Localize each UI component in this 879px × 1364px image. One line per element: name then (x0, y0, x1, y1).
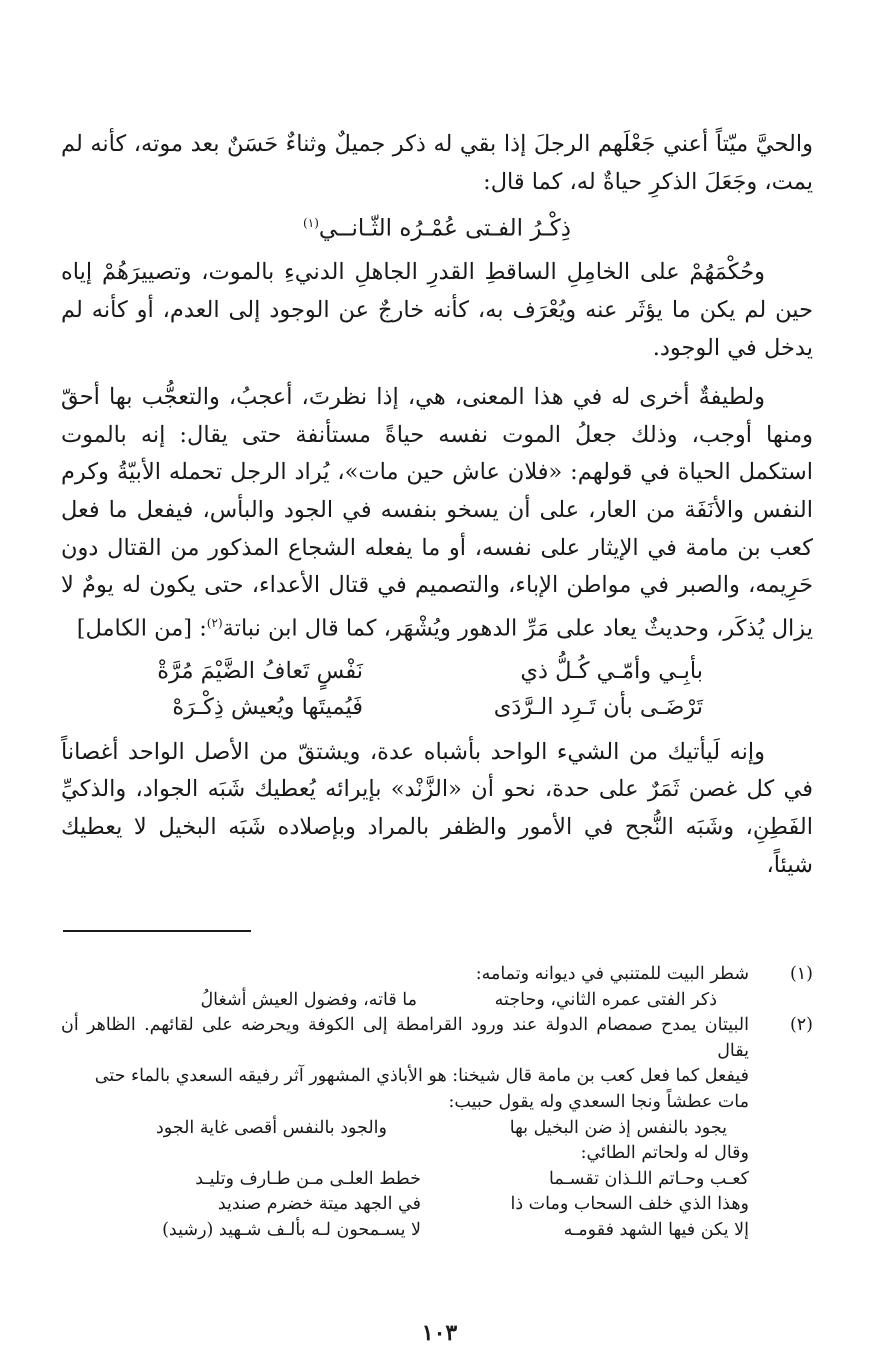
paragraph-3 (61, 379, 813, 648)
centered-verse-text: ذِكْـرُ الفـتى عُمْـرُه الثّـانــي (318, 215, 571, 242)
footnote-text: شطر البيت للمتنبي في ديوانه وتمامه: (475, 964, 749, 984)
verse-second-hemistich: ما قاته، وفضول العيش أشغالُ (200, 989, 417, 1010)
footnote-continuation: فيفعل كما فعل كعب بن مامة قال شيخنا: هو الأباذي المشهور آثر رفيقه السعدي بالماء حتى (94, 1066, 749, 1087)
footnotes (61, 962, 813, 1244)
footnote-marker-1: (١) (303, 216, 319, 231)
footnote-verse (61, 1192, 749, 1218)
footnote-2 (61, 1013, 813, 1064)
verse-first-hemistich: يجود بالنفس إذ ضن البخيل بها (509, 1117, 727, 1138)
meter-label: : [من الكامل] (76, 615, 207, 642)
footnote-1 (61, 962, 813, 988)
footnote-continuation: وقال له ولحاتم الطائي: (580, 1143, 749, 1164)
verse-first-hemistich: كعـب وحـاتم اللـذان تقسـما (549, 1168, 749, 1189)
verse-second-hemistich: نَفْسٍ تَعافُ الضَّيْمَ مُرَّةْ (157, 658, 363, 685)
verse-second-hemistich: خطط العلـى مـن طـارف وتليـد (195, 1168, 421, 1189)
verse-second-hemistich: في الجهد ميتة خضرم صنديد (217, 1194, 421, 1215)
verse-first-hemistich: وهذا الذي خلف السحاب ومات ذا (510, 1194, 749, 1215)
main-text (61, 126, 813, 884)
paragraph-3-text: ولطيفةٌ أخرى له في هذا المعنى، هي، إذا نظرتَ، أعجبُ، والتعجُّب بها أحقّ ومنها أوجب، وذلك جعلُ الموت نفسه حياةً مستأنفة حتى يقال: إنه بالموت استكمل الحياة في قولهم: «فلان عاش حين مات»، يُراد الرجل تحمله الأبيّةُ وكرم النفس والأنَفَة من العار، على أن يسخو بنفسه في الجود والبأس، فيفعل ما فعل كعب بن مامة في الإيثار على نفسه، أو ما يفعله الشجاع المذكور من القتال دون حَرِيمه، والصبر في مواطن الإباء، والتصميم في قتال الأعداء، حتى يكون له يومٌ لا يزال يُذكَر، وحديثٌ يعاد على مَرِّ الدهور ويُشْهَر، كما قال ابن نباتة (61, 384, 813, 642)
footnote-verse (61, 1167, 749, 1193)
footnote-verse (61, 1218, 749, 1244)
footnote-text: البيتان يمدح صمصام الدولة عند ورود القرامطة إلى الكوفة ويحرضه على لقائهم. الظاهر أن يقال (61, 1015, 749, 1061)
page-number: ١٠٣ (421, 1320, 458, 1346)
centered-verse (61, 205, 813, 248)
footnote-number: (١) (789, 964, 813, 984)
footnote-marker-2: (٢) (206, 615, 223, 630)
verse-first-hemistich: إلا يكن فيها الشهد فقومـه (563, 1219, 749, 1240)
footnote-number: (٢) (789, 1015, 813, 1036)
verse-first-hemistich: تَرْضَـى بأن تَـرِد الـرَّدَى (493, 694, 703, 721)
verse-second-hemistich: لا يسـمحون لـه بألـف شـهيد (رشيد) (162, 1219, 421, 1240)
verse-line (61, 690, 813, 726)
verse-line (61, 654, 813, 690)
verse-first-hemistich: بأبِـي وأمّـي كُـلُّ ذي (520, 658, 703, 685)
footnote-separator (63, 930, 251, 932)
verse-second-hemistich: والجود بالنفس أقصى غاية الجود (155, 1117, 387, 1138)
poem (61, 654, 813, 726)
verse-second-hemistich: فَيُميتَها ويُعيش ذِكْـرَهْ (172, 694, 363, 721)
paragraph-1: والحيَّ ميّتاً أعني جَعْلَهم الرجلَ إذا بقي له ذكر جميلٌ وثناءٌ حَسَنٌ بعد موته، كأنه لم يمت، وجَعَلَ الذكرِ حياةٌ له، كما قال: (61, 131, 813, 195)
paragraph-2: وحُكْمَهُمْ على الخامِلِ الساقطِ القدرِ الجاهلِ الدنيءِ بالموت، وتصييرَهُمْ إياه حين لم يكن ما يؤثَر عنه ويُعْرَف به، كأنه خارجٌ عن الوجود إلى العدم، أو كأنه لم يدخل في الوجود. (61, 259, 813, 361)
footnote-verse (61, 1116, 727, 1142)
footnote-verse (61, 988, 717, 1014)
verse-first-hemistich: ذكر الفتى عمره الثاني، وحاجته (494, 989, 717, 1010)
paragraph-4: وإنه لَيأتيك من الشيء الواحد بأشباه عدة، ويشتقّ من الأصل الواحد أغصاناً في كل غصن ثَمَرٌ على حدة، نحو أن «الزَّنْد» بإيرائه يُعطيك شَبَه الجواد، والذكيِّ الفَطِنِ، وشَبَه النُّجح في الأمور والظفر بالمراد وبإصلاده شَبَه البخيل لا يعطيك شيئاً، (61, 738, 813, 878)
footnote-continuation: مات عطشاً ونجا السعدي وله يقول حبيب: (448, 1091, 749, 1112)
